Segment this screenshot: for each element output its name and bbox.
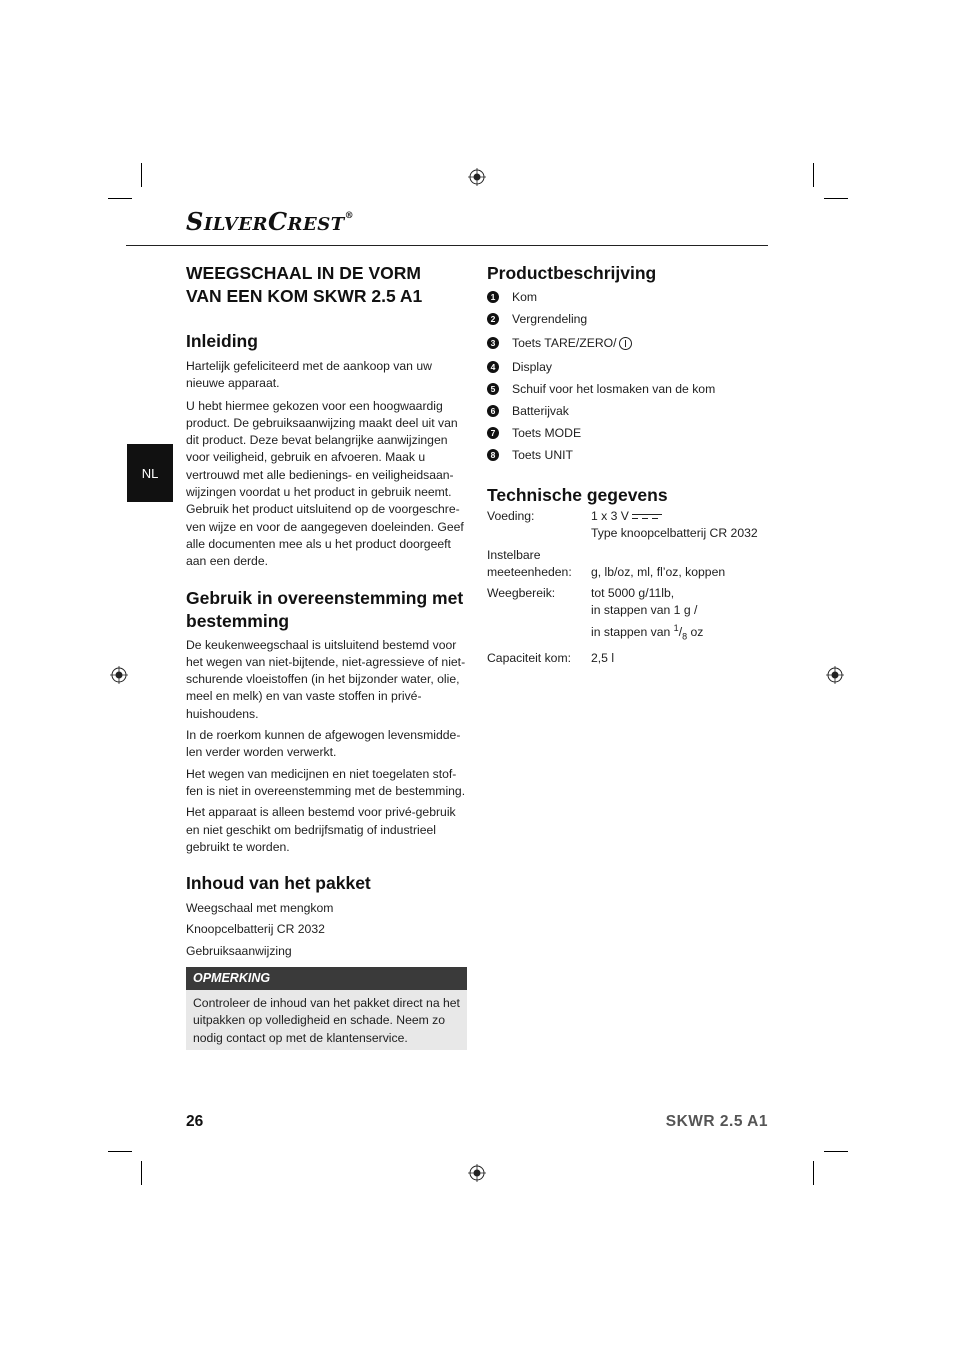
spec-row xyxy=(487,525,769,542)
use-paragraph: In de roerkom kunnen de afgewogen levensmiddelen verder worden verwerkt. xyxy=(186,728,461,760)
intro-heading: Inleiding xyxy=(186,331,258,351)
number-badge: 8 xyxy=(487,449,499,461)
number-badge: 6 xyxy=(487,405,499,417)
number-badge: 4 xyxy=(487,361,499,373)
spec-label: Weegbereik: xyxy=(487,586,556,601)
product-heading: Productbeschrijving xyxy=(487,263,657,283)
use-paragraph: Het apparaat is alleen bestemd voor privé-gebruik en niet geschikt om bedrijfsmatig of industrieel gebruikt te worden. xyxy=(186,805,456,854)
part-label: Kom xyxy=(512,290,538,304)
crop-mark xyxy=(108,198,132,199)
pack-item: Gebruiksaanwijzing xyxy=(186,943,292,958)
spec-value: 2,5 l xyxy=(591,650,615,665)
list-item xyxy=(487,378,769,400)
spec-value: in stappen van $^1/_8$ oz xyxy=(591,622,704,642)
registration-mark-icon xyxy=(110,666,128,684)
spec-row xyxy=(487,585,769,602)
intro-paragraph: Hartelijk gefeliciteerd met de aankoop van uw nieuwe apparaat. xyxy=(186,359,432,391)
list-item xyxy=(487,444,769,466)
spec-label: Capaciteit kom: xyxy=(487,650,571,665)
use-heading: Gebruik in overeenstemming met bestemming xyxy=(186,587,464,631)
spec-label: Instelbare xyxy=(487,547,541,562)
pack-item: Weegschaal met mengkom xyxy=(186,901,334,916)
tech-heading: Technische gegevens xyxy=(487,485,668,505)
list-item xyxy=(487,330,769,356)
spec-value: in stappen van 1 g / xyxy=(591,603,698,618)
part-label: Toets TARE/ZERO/ xyxy=(512,336,617,350)
spec-label: Voeding: xyxy=(487,509,535,523)
part-label: Toets UNIT xyxy=(512,448,573,462)
document-title: WEEGSCHAAL IN DE VORM VAN EEN KOM SKWR 2.5 A1 xyxy=(186,263,423,306)
crop-mark xyxy=(141,163,142,187)
dc-symbol-icon xyxy=(632,513,662,521)
page-number: 26 xyxy=(186,1113,204,1130)
registration-mark-icon xyxy=(468,168,486,186)
number-badge: 3 xyxy=(487,337,499,349)
spec-value-text: 1 x 3 V xyxy=(591,509,629,523)
footer-model: SKWR 2.5 A1 xyxy=(665,1113,768,1130)
spec-value: tot 5000 g/11lb, xyxy=(591,586,675,601)
part-label: Vergrendeling xyxy=(512,312,588,326)
list-item xyxy=(487,356,769,378)
intro-paragraph: U hebt hiermee gekozen voor een hoogwaardig product. De gebruiksaanwijzing maakt deel uit van dit product. Deze bevat belangrijke aanwijzingen voor veiligheid, gebruik en afvoeren. Maak u vertrouwd met alle bedienings- en veiligheidsaanwijzingen voordat u het product in gebruik neemt. Gebruik het product uitsluitend op de voorgeschreven wijze en voor de aangegeven doeleinden. Geef alle documenten mee als u het product doorgeeft aan een derde. xyxy=(186,398,464,569)
fraction-numerator: 1 xyxy=(673,622,679,633)
crop-mark xyxy=(141,1161,142,1185)
use-paragraph: Het wegen van medicijnen en niet toegelaten stoffen is niet in overeenstemming met de bestemming. xyxy=(186,766,466,798)
spec-value-text: in stappen van xyxy=(591,624,674,639)
part-label: Batterijvak xyxy=(512,404,569,418)
spec-table xyxy=(487,508,769,667)
fraction-denominator: 8 xyxy=(682,631,688,642)
part-label: Toets MODE xyxy=(512,426,582,440)
header-rule xyxy=(126,245,768,246)
crop-mark xyxy=(824,198,848,199)
pack-heading: Inhoud van het pakket xyxy=(186,873,371,894)
crop-mark xyxy=(813,1161,814,1185)
language-tab: NL xyxy=(127,444,173,502)
right-column xyxy=(487,262,769,667)
crop-mark xyxy=(824,1151,848,1152)
registration-mark-icon xyxy=(468,1164,486,1182)
spec-row xyxy=(487,602,769,619)
list-item xyxy=(487,286,769,308)
spec-row xyxy=(487,508,769,525)
spec-row xyxy=(487,547,769,564)
registration-mark-icon xyxy=(826,666,844,684)
spec-row xyxy=(487,650,769,667)
spec-value xyxy=(591,508,769,525)
note-title: OPMERKING xyxy=(186,967,467,990)
power-icon xyxy=(619,337,632,350)
number-badge: 1 xyxy=(487,291,499,303)
note-body xyxy=(186,990,467,1050)
pack-item: Knoopcelbatterij CR 2032 xyxy=(186,922,325,937)
spec-row xyxy=(487,564,769,581)
note-box xyxy=(186,967,467,1050)
brand-logo: SILVERCREST® xyxy=(186,207,355,236)
list-item xyxy=(487,400,769,422)
use-paragraph: De keukenweegschaal is uitsluitend bestemd voor het wegen van niet-bijtende, niet-agressieve of niet-schurende vloeistoffen (in het bijzonder water, olie, meel en melk) en van vaste stoffen in privéhuishoudens. xyxy=(186,637,466,721)
list-item xyxy=(487,422,769,444)
number-badge: 5 xyxy=(487,383,499,395)
spec-value: Type knoopcelbatterij CR 2032 xyxy=(591,526,758,541)
number-badge: 2 xyxy=(487,313,499,325)
parts-list xyxy=(487,286,769,466)
spec-value: g, lb/oz, ml, fl’oz, koppen xyxy=(591,564,726,579)
number-badge: 7 xyxy=(487,427,499,439)
spec-value-text: oz xyxy=(687,624,704,639)
note-text: Controleer de inhoud van het pakket direct na het uitpakken op volledigheid en schade. Neem zo nodig contact op met de klantenservice. xyxy=(193,996,460,1045)
left-column xyxy=(186,262,468,1050)
crop-mark xyxy=(813,163,814,187)
part-label: Display xyxy=(512,360,552,374)
list-item xyxy=(487,308,769,330)
crop-mark xyxy=(108,1151,132,1152)
part-label: Schuif voor het losmaken van de kom xyxy=(512,382,716,396)
spec-label: meeteenheden: xyxy=(487,564,572,579)
spec-row xyxy=(487,620,769,646)
